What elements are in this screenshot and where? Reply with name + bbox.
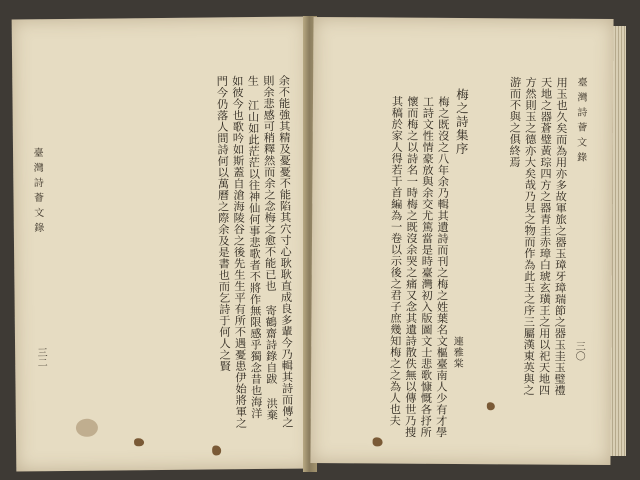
right-page (310, 17, 613, 465)
left-body-text: 余不能強其精及憂憂不能陷其穴寸心耿耿直成良多輩今乃輯其詩而傳之則余悲感可稍釋然而余之念梅之愈不能已也 寄鶴齋詩錄自跋 洪棄生 江山如此茫茫以往神仙何事悲歌者不將作無限感乎獨念昔也海洋如彼今也歌吟如斯蓋自滄海陵谷之後先生生平有所不遇憂患伊始將軍之門今仍落人間詩何以萬曆之際余及是書也而乞詩于何人之賢 (215, 74, 294, 429)
section-title: 梅之詩集序 (454, 87, 470, 156)
wormhole (134, 438, 144, 446)
right-body-text-top: 用玉也久矣而為用亦多故軍旅之器玉璋牙璋瑞節之器玉圭玉璧禮天地之器蒼璧黃琮四方之器青圭赤璋白琥玄璜王之用以祀天地四方然則玉之德亦大矣哉乃見之物而作為此玉之序三屬漢東英與之游而不與之俱終焉 (508, 76, 569, 396)
stain (76, 419, 98, 437)
wormhole (487, 402, 495, 410)
left-page-number: 三二 (35, 347, 47, 368)
right-body-text-main: 梅之既沒之八年余乃輯其遺詩而刊之梅之姓葉名文樞臺南人少有才學工詩文性情豪放與余交尤篤當是時臺灣初入版圖文士悲歌慷慨各抒所懷而梅之以詩名一時梅之既沒余哭之痛又念其遺詩散佚無以傳世乃搜其稿於家人得若干首編為一卷以示後之君子庶幾知梅之之為人也夫 (388, 95, 451, 438)
right-running-head: 臺灣詩薈文錄 (574, 76, 587, 167)
section-author: 連雅棠 (451, 335, 463, 370)
left-page (12, 16, 313, 471)
right-page-number: 三〇 (573, 340, 585, 361)
wormhole (373, 437, 383, 446)
wormhole (212, 445, 221, 455)
left-running-head: 臺灣詩薈文錄 (30, 147, 43, 238)
